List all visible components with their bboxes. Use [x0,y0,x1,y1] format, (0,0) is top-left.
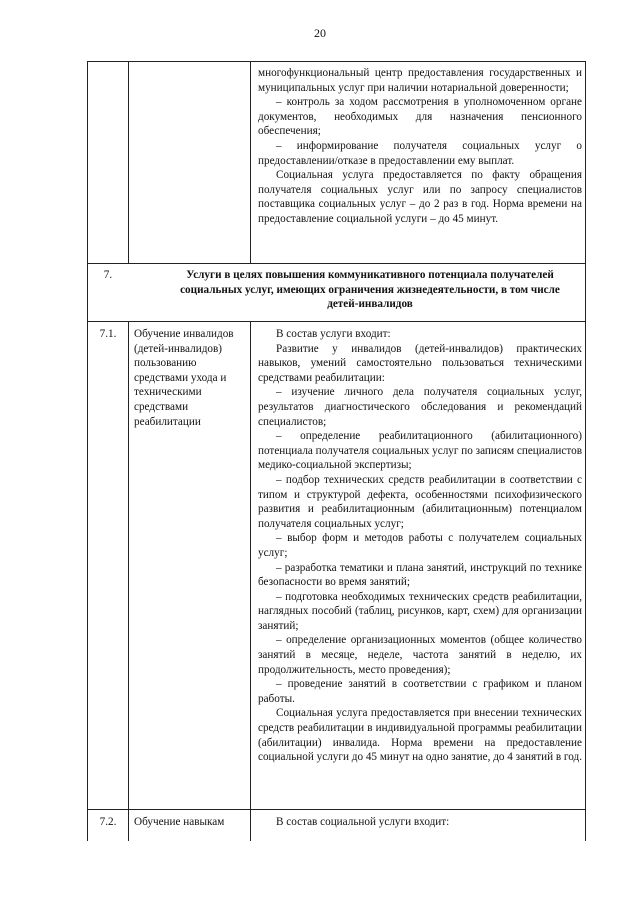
service-paragraph: – подбор технических средств реабилитации в соответствии с типом и структурой дефекта, особенностями психофизического развития и реабилитационным (абилитационным) потенциалом получателя социальных услуг; [258,473,582,530]
service-name: Обучение инвалидов (детей-инвалидов) пользованию средствами ухода и техническими средствами реабилитации [134,328,234,428]
table-border-left [87,61,88,841]
table-row-divider [87,809,586,810]
service-paragraph: Социальная услуга предоставляется при внесении технических средств реабилитации в индивидуальной программы реабилитации (абилитации) инвалида. Норма времени на предоставление социальной услуги до 45 минут на одно занятие, до 4 занятий в год. [258,707,582,764]
continuation-paragraph: – информирование получателя социальных услуг о предоставлении/отказе в предоставлении ему выплат. [258,139,582,167]
table-border-top [87,61,586,62]
continuation-content [258,66,582,227]
service-paragraph: – изучение личного дела получателя социальных услуг, результатов диагностического обследования и рекомендаций специалистов; [258,386,582,428]
row-number: 7.1. [99,328,117,340]
continuation-paragraph: многофункциональный центр предоставления государственных и муниципальных услуг при наличии нотариальной доверенности; [258,67,582,94]
service-paragraph: – подготовка необходимых технических средств реабилитации, наглядных пособий (таблиц, рисунков, карт, схем) для организации занятий; [258,590,582,632]
continuation-paragraph: Социальная услуга предоставляется по факту обращения получателя социальных услуг или по запросу специалистов поставщика социальных услуг – до 2 раз в год. Норма времени на предоставление социальной услуги – до 45 минут. [258,169,582,225]
service-paragraph: Развитие у инвалидов (детей-инвалидов) практических навыков, умений самостоятельно пользоваться техническими средствами реабилитации: [258,342,582,384]
service-paragraph: В состав социальной услуги входит: [276,816,450,828]
service-content [258,815,582,830]
table-column-divider [128,61,129,263]
section-title: Услуги в целях повышения коммуникативного потенциала получателей социальных услуг, имеющих ограничения жизнедеятельности, в том числе детей-инвалидов [180,269,560,311]
service-content [258,327,582,765]
row-number: 7.2. [99,816,117,828]
service-paragraph: – определение организационных моментов (общее количество занятий в месяце, неделе, частота занятий в неделю, их продолжительность, место проведения); [258,634,582,676]
continuation-paragraph: – контроль за ходом рассмотрения в уполномоченном органе документов, необходимых для назначения пенсионного обеспечения; [258,96,582,138]
table-column-divider [128,321,129,841]
table-column-divider [250,321,251,841]
table-border-right [585,61,586,841]
service-paragraph: В состав услуги входит: [276,328,391,340]
service-paragraph: – проведение занятий в соответствии с графиком и планом работы. [258,678,582,705]
section-number: 7. [103,269,113,281]
service-name: Обучение навыкам [134,816,225,828]
table-row-divider [87,321,586,322]
table-column-divider [250,61,251,263]
service-paragraph: – определение реабилитационного (абилитационного) потенциала получателя социальных услуг по записям специалистов медико-социальной экспертизы; [258,430,582,472]
table-row-divider [87,263,586,264]
service-paragraph: – выбор форм и методов работы с получателем социальных услуг; [258,532,582,559]
page-number: 20 [314,26,326,40]
service-paragraph: – разработка тематики и плана занятий, инструкций по технике безопасности во время занятий; [258,561,582,589]
